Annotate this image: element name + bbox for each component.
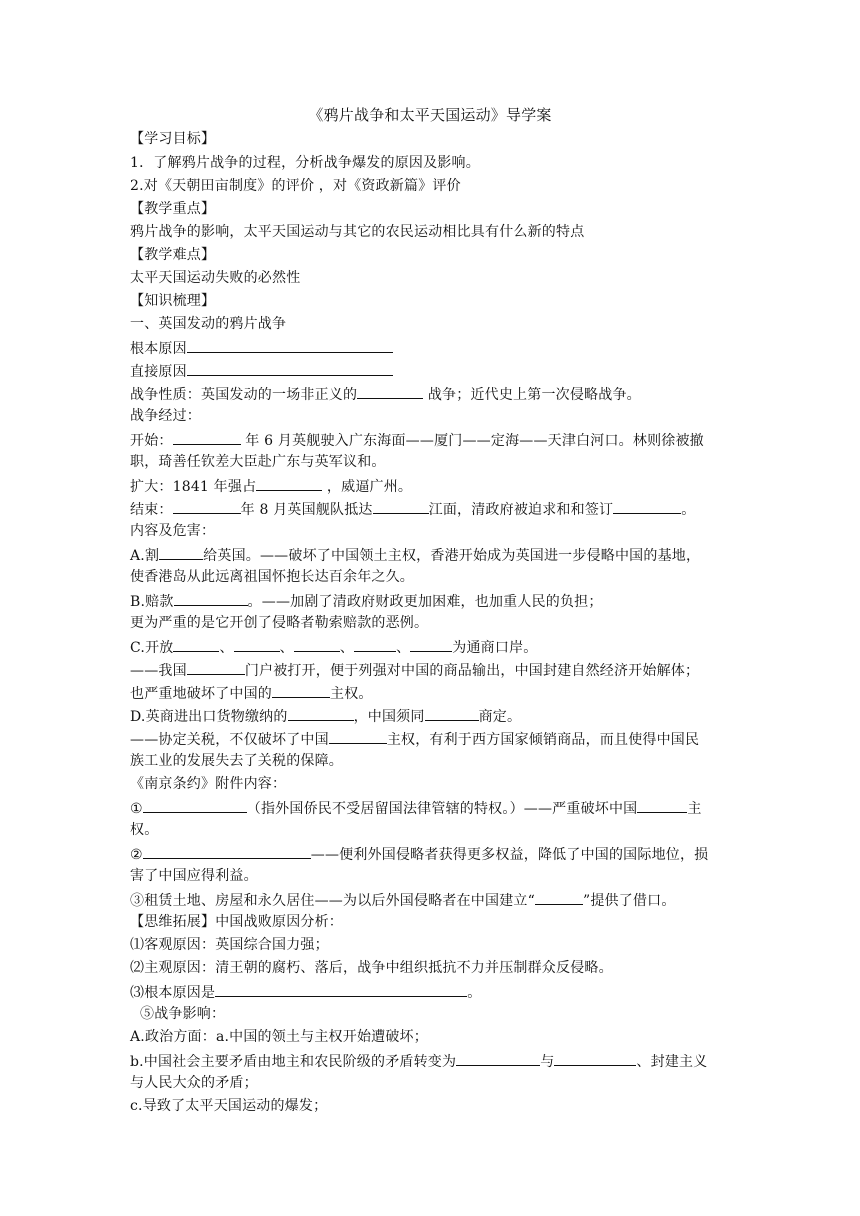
impact-b-text-3: 、封建主义 <box>636 1054 708 1070</box>
ext-1: ⑴客观原因：英国综合国力强； <box>130 937 329 953</box>
annex-3-text: ③租赁土地、房屋和永久居住——为以后外国侵略者在中国建立“ <box>130 893 535 909</box>
annex-1-num: ① <box>130 801 143 817</box>
item-d-text-3: ——协定关税，不仅破坏了中国 <box>130 732 329 748</box>
port-blank-4 <box>354 638 396 652</box>
part1-title: 一、英国发动的鸦片战争 <box>130 316 287 332</box>
item-c-blank-2 <box>187 661 245 675</box>
annex-1-text: （指外国侨民不受居留国法律管辖的特权。）——严重破坏中国 <box>246 801 638 817</box>
item-d-text-4: 主权，有利于西方国家倾销商品，而且使得中国民 <box>386 732 700 748</box>
ext-3-line <box>130 983 730 1001</box>
item-d-blank-3 <box>329 730 387 744</box>
ext-2: ⑵主观原因：清王朝的腐朽、落后，战争中组织抵抗不力并压制群众反侵略。 <box>130 960 613 976</box>
start-line-2: 职，琦善任钦差大臣赴广东与英军议和。 <box>130 454 386 470</box>
item-c-label: C.开放 <box>130 640 174 656</box>
annex-1-text-2: 主 <box>687 801 702 817</box>
annex-1-blank <box>143 799 247 813</box>
expand-text: 扩大：1841 年强占 <box>130 479 257 495</box>
key-heading: 【教学重点】 <box>130 201 216 217</box>
annex-2-line <box>130 845 730 863</box>
impact-a: A.政治方面：a.中国的领土与主权开始遭破坏； <box>130 1029 428 1045</box>
impact-b-text: b.中国社会主要矛盾由地主和农民阶级的矛盾转变为 <box>130 1054 457 1070</box>
ext-3-blank <box>215 983 467 997</box>
ext-heading: 【思维拓展】中国战败原因分析： <box>130 914 343 930</box>
sep-1: 、 <box>219 640 234 656</box>
start-year-blank <box>173 431 241 445</box>
end-treaty-blank <box>613 500 681 514</box>
item-c-text: 为通商口岸。 <box>452 640 538 656</box>
item-d-line <box>130 707 730 725</box>
direct-cause-line <box>130 362 730 380</box>
annex-1-blank-2 <box>637 799 687 813</box>
item-b-line-2: 更为严重的是它开创了侵略者勒索赔款的恶例。 <box>130 615 429 631</box>
sep-4: 、 <box>396 640 411 656</box>
annex-3-line <box>130 891 730 909</box>
annex-1-line-2: 权。 <box>130 822 159 838</box>
end-line <box>130 500 730 518</box>
port-blank-2 <box>234 638 280 652</box>
annex-heading: 《南京条约》附件内容： <box>130 776 287 792</box>
item-b-blank <box>174 592 248 606</box>
item-d-text: ，中国须同 <box>353 709 425 725</box>
item-a-line-2: 使香港岛从此远离祖国怀抱长达百余年之久。 <box>130 569 414 585</box>
impact-b-blank-2 <box>554 1052 636 1066</box>
item-b-label: B.赔款 <box>130 594 174 610</box>
item-d-label: D.英商进出口货物缴纳的 <box>130 709 288 725</box>
annex-3-blank <box>535 891 583 905</box>
impact-c: c.导致了太平天国运动的爆发； <box>130 1098 328 1114</box>
start-line <box>130 431 730 449</box>
direct-cause-label: 直接原因 <box>130 364 187 380</box>
item-a-label: A.割 <box>130 548 160 564</box>
key-text: 鸦片战争的影响，太平天国运动与其它的农民运动相比具有什么新的特点 <box>130 224 585 240</box>
nature-blank <box>357 385 423 399</box>
impact-b-blank-1 <box>456 1052 540 1066</box>
annex-2-num: ② <box>130 847 143 863</box>
goals-heading: 【学习目标】 <box>130 131 216 147</box>
item-d-blank-2 <box>425 707 479 721</box>
page-title: 《鸦片战争和太平天国运动》导学案 <box>308 106 552 124</box>
start-text: 年 6 月英舰驶入广东海面——厦门——定海——天津白河口。林则徐被撤 <box>240 433 704 449</box>
goal-1: 1．了解鸦片战争的过程，分析战争爆发的原因及影响。 <box>130 155 480 171</box>
annex-1-line <box>130 799 730 817</box>
item-d-blank-1 <box>288 707 354 721</box>
sep-3: 、 <box>339 640 355 656</box>
content-heading: 内容及危害： <box>130 523 216 539</box>
item-a-blank <box>159 546 203 560</box>
direct-cause-blank <box>187 362 393 376</box>
item-c-text-4: 也严重地破坏了中国的 <box>130 686 272 702</box>
impact-b-line <box>130 1052 730 1070</box>
item-c-text-5: 主权。 <box>330 686 373 702</box>
annex-2-text: ——便利外国侵略者获得更多权益，降低了中国的国际地位，损 <box>310 847 709 863</box>
end-year-blank <box>173 500 241 514</box>
port-blank-3 <box>294 638 340 652</box>
nature-text: 战争性质：英国发动的一场非正义的 <box>130 387 358 403</box>
item-d-line-2 <box>130 730 730 748</box>
ext-3-text: ⑶根本原因是 <box>130 985 216 1001</box>
item-a-line <box>130 546 730 564</box>
item-c-text-2: ——我国 <box>130 663 187 679</box>
root-cause-label: 根本原因 <box>130 341 187 357</box>
item-c-line <box>130 638 730 656</box>
impact-b-line-2: 与人民大众的矛盾； <box>130 1075 258 1091</box>
item-c-line-2 <box>130 661 730 679</box>
end-place-blank <box>373 500 429 514</box>
root-cause-blank <box>187 339 393 353</box>
port-blank-1 <box>173 638 219 652</box>
item-b-text: 。——加剧了清政府财政更加困难，也加重人民的负担； <box>247 594 603 610</box>
end-label: 结束： <box>130 502 173 518</box>
expand-line <box>130 477 730 495</box>
item-b-line <box>130 592 730 610</box>
difficulty-text: 太平天国运动失败的必然性 <box>130 270 301 286</box>
process-heading: 战争经过： <box>130 408 201 424</box>
impact-b-text-2: 与 <box>540 1054 555 1070</box>
end-text-2: 江面，清政府被迫求和和签订 <box>428 502 614 518</box>
item-a-text: 给英国。——破坏了中国领土主权，香港开始成为英国进一步侵略中国的基地， <box>203 548 701 564</box>
impact-heading: ⑤战争影响： <box>140 1006 226 1022</box>
start-label: 开始： <box>130 433 173 449</box>
annex-2-line-2: 害了中国应得利益。 <box>130 868 258 884</box>
item-c-text-3: 门户被打开，便于列强对中国的商品输出，中国封建自然经济开始解体； <box>244 663 700 679</box>
item-d-text-2: 商定。 <box>478 709 522 725</box>
annex-3-text-2: ”提供了借口。 <box>582 893 676 909</box>
expand-text-end: ，威逼广州。 <box>322 479 413 495</box>
goal-2: 2.对《天朝田亩制度》的评价 ，对《资政新篇》评价 <box>130 178 461 194</box>
sep-2: 、 <box>279 640 294 656</box>
difficulty-heading: 【教学难点】 <box>130 247 216 263</box>
ext-3-end: 。 <box>467 985 482 1001</box>
knowledge-heading: 【知识梳理】 <box>130 293 216 309</box>
end-text-3: 。 <box>681 502 696 518</box>
root-cause-line <box>130 339 730 357</box>
item-d-line-3: 族工业的发展失去了关税的保障。 <box>130 753 343 769</box>
port-blank-5 <box>410 638 452 652</box>
end-text: 年 8 月英国舰队抵达 <box>240 502 373 518</box>
annex-2-blank <box>143 845 311 859</box>
item-c-line-3 <box>130 684 730 702</box>
expand-blank <box>256 477 322 491</box>
item-c-blank-3 <box>272 684 330 698</box>
nature-line <box>130 385 730 403</box>
nature-text-end: 战争；近代史上第一次侵略战争。 <box>423 387 641 403</box>
